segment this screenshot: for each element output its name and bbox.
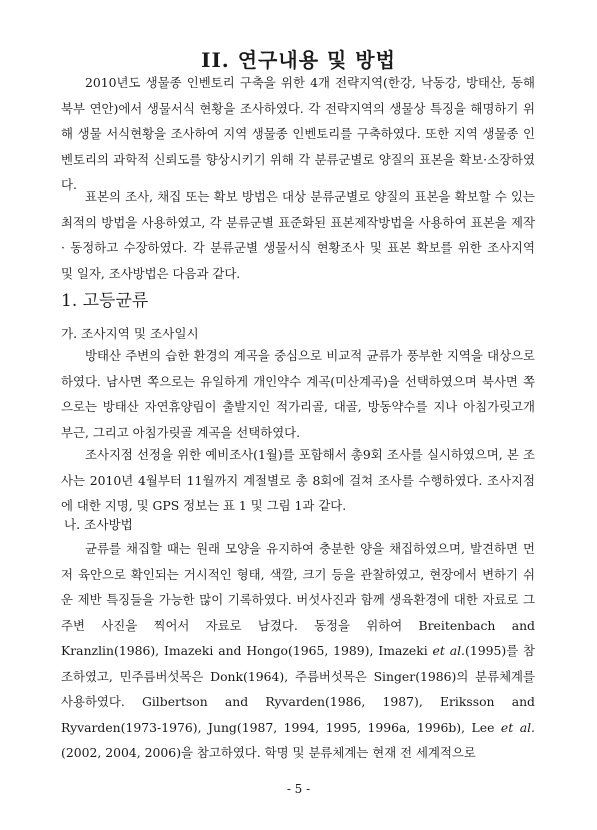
intro-text-2: 표본의 조사, 채집 또는 확보 방법은 대상 분류군별로 양질의 표본을 확보할 수 있는 최적의 방법을 사용하였고, 각 분류군별 표준화된 표본제작방법을 사용하여 표본을 제작 · 동정하고 수장하였다. 각 분류군별 생물서식 현황조사 및 표본 확보를 위한 조사지역 및 일자, 조사방법은 다음과 같다. bbox=[61, 189, 535, 281]
survey-area-paragraph-1 bbox=[61, 343, 535, 445]
method-text-mid: (1995)를 참조하였고, 민주름버섯목은 Donk(1964), 주름버섯목은 Singer(1986)의 분류체계를 사용하였다. Gilbertson and Ryvarden(1986, 1987), Eriksson and Ryvarden(1973-1976), Jung(1987, 1994, 1995, 1996a, 1996b), Lee bbox=[61, 643, 535, 735]
et-al-italic: et al. bbox=[432, 643, 465, 658]
subsection-heading-a: 가. 조사지역 및 조사일시 bbox=[61, 326, 199, 341]
intro-paragraph-1 bbox=[61, 70, 535, 198]
method-text-end: (2002, 2004, 2006)을 참고하였다. 학명 및 분류체계는 현재 전 세계적으로 bbox=[61, 745, 476, 760]
method-text-start: 균류를 채집할 때는 원래 모양을 유지하여 충분한 양을 채집하였으며, 발견하면 먼저 육안으로 확인되는 거시적인 형태, 색깔, 크기 등을 관찰하였고, 현장에서 변하기 쉬운 제반 특징들을 가능한 많이 기록하였다. 버섯사진과 함께 생육환경에 대한 자료로 그 주변 사진을 찍어서 자료로 남겼다. 동정을 위하여 Breitenbach and Kranzlin(1986), Imazeki and Hongo(1965, 1989), Imazeki bbox=[61, 541, 535, 658]
intro-paragraph-2 bbox=[61, 184, 535, 286]
page-title: II. 연구내용 및 방법 bbox=[201, 48, 396, 72]
method-paragraph bbox=[61, 536, 535, 766]
intro-text-1: 2010년도 생물종 인벤토리 구축을 위한 4개 전략지역(한강, 낙동강, 방태산, 동해 북부 연안)에서 생물서식 현황을 조사하였다. 각 전략지역의 생물상 특징을 해명하기 위해 생물 서식현황을 조사하여 지역 생물종 인벤토리를 구축하였다. 또한 지역 생물종 인벤토리의 과학적 신뢰도를 향상시키기 위해 각 분류군별로 양질의 표본을 확보·소장하였다. bbox=[61, 75, 535, 192]
et-al-italic: et al. bbox=[500, 719, 535, 735]
survey-area-paragraph-2 bbox=[61, 442, 535, 519]
survey-area-text-2: 조사지점 선정을 위한 예비조사(1월)를 포함해서 총9회 조사를 실시하였으며, 본 조사는 2010년 4월부터 11월까지 계절별로 총 8회에 걸쳐 조사를 수행하였다. 조사지점에 대한 지명, 및 GPS 정보는 표 1 및 그림 1과 같다. bbox=[61, 447, 535, 513]
survey-area-text-1: 방태산 주변의 습한 환경의 계곡을 중심으로 비교적 균류가 풍부한 지역을 대상으로 하였다. 남사면 쪽으로는 유일하게 개인약수 계곡(미산계곡)을 선택하였으며 북사면 쪽으로는 방태산 자연휴양림이 출발지인 적가리골, 대골, 방동약수를 지나 아침가릿고개 부근, 그리고 아침가릿골 계곡을 선택하였다. bbox=[61, 348, 535, 440]
page-number: - 5 - bbox=[286, 782, 311, 796]
section-heading: 1. 고등균류 bbox=[61, 291, 149, 311]
subsection-heading-b: 나. 조사방법 bbox=[64, 517, 133, 532]
